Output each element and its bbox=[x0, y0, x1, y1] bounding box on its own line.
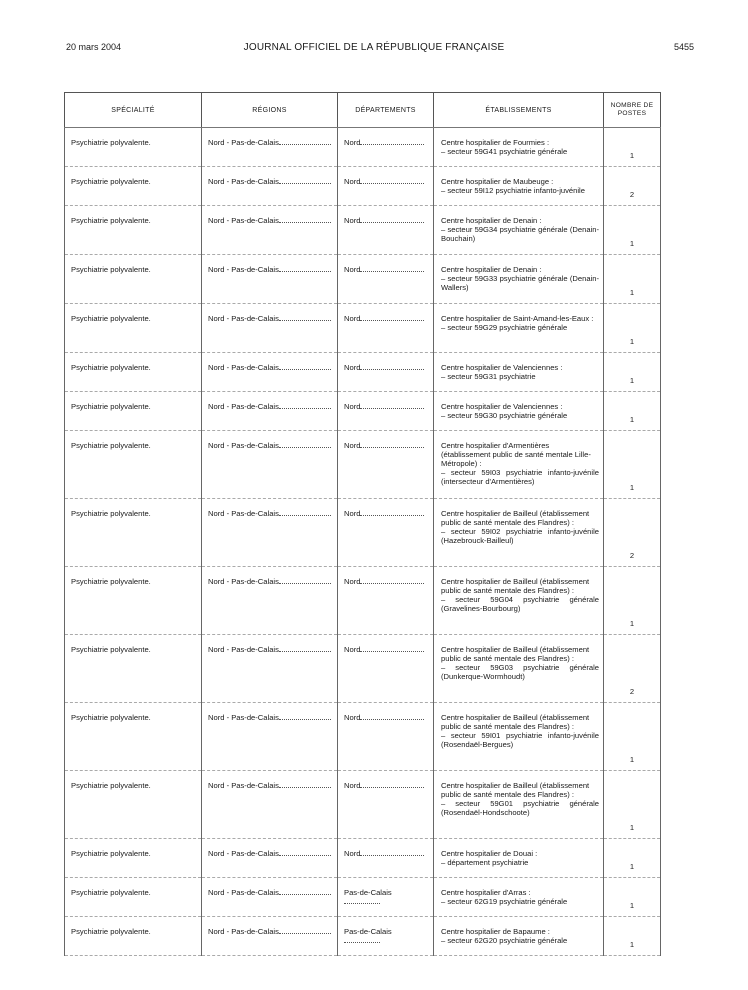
leader-dots bbox=[279, 651, 331, 652]
region-text: Nord - Pas-de-Calais bbox=[208, 402, 279, 411]
etablissement-text: Centre hospitalier de Denain : bbox=[441, 265, 542, 274]
cell-nombre bbox=[604, 304, 661, 353]
cell-region bbox=[202, 392, 338, 431]
table-row bbox=[65, 635, 661, 703]
journal-title: JOURNAL OFFICIEL DE LA RÉPUBLIQUE FRANÇAISE bbox=[243, 42, 505, 53]
cell-specialite bbox=[65, 304, 202, 353]
region-text: Nord - Pas-de-Calais bbox=[208, 441, 279, 450]
col-header-regions: RÉGIONS bbox=[202, 93, 338, 128]
cell-departement bbox=[338, 839, 434, 878]
leader-dots bbox=[279, 515, 331, 516]
etablissement-text: Centre hospitalier de Denain : bbox=[441, 216, 542, 225]
leader-dots bbox=[279, 933, 331, 934]
table-row bbox=[65, 392, 661, 431]
specialite-text: Psychiatrie polyvalente. bbox=[71, 138, 151, 147]
nombre-postes: 1 bbox=[629, 823, 635, 832]
leader-dots bbox=[360, 144, 424, 145]
cell-departement bbox=[338, 167, 434, 206]
secteur-text: – département psychiatrie bbox=[441, 858, 529, 867]
departement-text: Nord bbox=[344, 314, 361, 323]
cell-region bbox=[202, 567, 338, 635]
etablissement-text: Centre hospitalier de Bapaume : bbox=[441, 927, 550, 936]
cell-region bbox=[202, 304, 338, 353]
cell-nombre bbox=[604, 917, 661, 956]
table-row bbox=[65, 839, 661, 878]
specialite-text: Psychiatrie polyvalente. bbox=[71, 441, 151, 450]
cell-departement bbox=[338, 206, 434, 255]
table-row bbox=[65, 167, 661, 206]
cell-specialite bbox=[65, 917, 202, 956]
cell-specialite bbox=[65, 703, 202, 771]
cell-nombre bbox=[604, 635, 661, 703]
cell-etablissement bbox=[434, 917, 604, 956]
cell-etablissement bbox=[434, 839, 604, 878]
cell-departement bbox=[338, 567, 434, 635]
region-text: Nord - Pas-de-Calais bbox=[208, 713, 279, 722]
etablissement-text: Centre hospitalier d'Arras : bbox=[441, 888, 531, 897]
departement-text: Nord bbox=[344, 781, 361, 790]
table-row bbox=[65, 206, 661, 255]
cell-region bbox=[202, 635, 338, 703]
leader-dots bbox=[279, 144, 331, 145]
cell-departement bbox=[338, 128, 434, 167]
etablissement-text: Centre hospitalier de Douai : bbox=[441, 849, 538, 858]
region-text: Nord - Pas-de-Calais bbox=[208, 314, 279, 323]
cell-departement bbox=[338, 499, 434, 567]
departement-text: Nord bbox=[344, 713, 361, 722]
etablissement-text: Centre hospitalier de Saint-Amand-les-Eaux : bbox=[441, 314, 594, 323]
secteur-text: – secteur 59I12 psychiatrie infanto-juvénile bbox=[441, 186, 585, 195]
cell-specialite bbox=[65, 771, 202, 839]
cell-region bbox=[202, 255, 338, 304]
cell-departement bbox=[338, 703, 434, 771]
leader-dots bbox=[360, 651, 424, 652]
cell-nombre bbox=[604, 499, 661, 567]
col-header-nombre: NOMBRE DE POSTES bbox=[604, 93, 661, 128]
secteur-text: – secteur 59G29 psychiatrie générale bbox=[441, 323, 568, 332]
region-text: Nord - Pas-de-Calais bbox=[208, 927, 279, 936]
specialite-text: Psychiatrie polyvalente. bbox=[71, 402, 151, 411]
nombre-postes: 1 bbox=[629, 483, 635, 492]
cell-region bbox=[202, 353, 338, 392]
departement-text: Nord bbox=[344, 216, 361, 225]
etablissement-text: Centre hospitalier de Bailleul (établissement public de santé mentale des Flandres) : bbox=[441, 645, 590, 663]
secteur-text: – secteur 62G20 psychiatrie générale bbox=[441, 936, 568, 945]
cell-region bbox=[202, 499, 338, 567]
leader-dots bbox=[279, 408, 331, 409]
nombre-postes: 1 bbox=[629, 619, 635, 628]
leader-dots bbox=[279, 855, 331, 856]
cell-nombre bbox=[604, 255, 661, 304]
cell-specialite bbox=[65, 255, 202, 304]
etablissement-text: Centre hospitalier de Bailleul (établissement public de santé mentale des Flandres) : bbox=[441, 781, 590, 799]
cell-region bbox=[202, 128, 338, 167]
secteur-text: – secteur 59G33 psychiatrie générale (Denain-Wallers) bbox=[441, 274, 599, 292]
etablissement-text: Centre hospitalier de Maubeuge : bbox=[441, 177, 554, 186]
specialite-text: Psychiatrie polyvalente. bbox=[71, 177, 151, 186]
secteur-text: – secteur 59G01 psychiatrie générale (Rosendaël-Hondschoote) bbox=[441, 799, 599, 817]
cell-departement bbox=[338, 304, 434, 353]
specialite-text: Psychiatrie polyvalente. bbox=[71, 781, 151, 790]
cell-region bbox=[202, 431, 338, 499]
cell-region bbox=[202, 703, 338, 771]
specialite-text: Psychiatrie polyvalente. bbox=[71, 927, 151, 936]
departement-text: Nord bbox=[344, 849, 361, 858]
leader-dots bbox=[360, 222, 424, 223]
leader-dots bbox=[360, 515, 424, 516]
nombre-postes: 1 bbox=[629, 940, 635, 949]
cell-etablissement bbox=[434, 206, 604, 255]
table-row bbox=[65, 878, 661, 917]
departement-text: Pas-de-Calais bbox=[344, 888, 392, 897]
leader-dots bbox=[344, 942, 380, 943]
leader-dots bbox=[360, 320, 424, 321]
cell-etablissement bbox=[434, 499, 604, 567]
leader-dots bbox=[279, 447, 331, 448]
cell-etablissement bbox=[434, 128, 604, 167]
cell-specialite bbox=[65, 567, 202, 635]
etablissement-text: Centre hospitalier de Bailleul (établissement public de santé mentale des Flandres) : bbox=[441, 713, 590, 731]
departement-text: Nord bbox=[344, 363, 361, 372]
cell-specialite bbox=[65, 206, 202, 255]
cell-nombre bbox=[604, 703, 661, 771]
etablissement-text: Centre hospitalier d'Armentières (établissement public de santé mentale Lille-Métropole) : bbox=[441, 441, 591, 468]
cell-nombre bbox=[604, 206, 661, 255]
leader-dots bbox=[279, 787, 331, 788]
leader-dots bbox=[360, 447, 424, 448]
leader-dots bbox=[279, 222, 331, 223]
secteur-text: – secteur 59G30 psychiatrie générale bbox=[441, 411, 568, 420]
nombre-postes: 1 bbox=[629, 755, 635, 764]
cell-specialite bbox=[65, 635, 202, 703]
cell-departement bbox=[338, 771, 434, 839]
leader-dots bbox=[279, 583, 331, 584]
specialite-text: Psychiatrie polyvalente. bbox=[71, 363, 151, 372]
nombre-postes: 2 bbox=[629, 551, 635, 560]
cell-etablissement bbox=[434, 703, 604, 771]
leader-dots bbox=[360, 183, 424, 184]
cell-nombre bbox=[604, 353, 661, 392]
leader-dots bbox=[279, 894, 331, 895]
col-header-departements: DÉPARTEMENTS bbox=[338, 93, 434, 128]
leader-dots bbox=[279, 719, 331, 720]
cell-departement bbox=[338, 255, 434, 304]
region-text: Nord - Pas-de-Calais bbox=[208, 265, 279, 274]
region-text: Nord - Pas-de-Calais bbox=[208, 888, 279, 897]
cell-specialite bbox=[65, 353, 202, 392]
cell-nombre bbox=[604, 128, 661, 167]
cell-region bbox=[202, 839, 338, 878]
postes-table bbox=[64, 92, 661, 956]
cell-etablissement bbox=[434, 353, 604, 392]
header-date: 20 mars 2004 bbox=[66, 42, 122, 52]
departement-text: Nord bbox=[344, 177, 361, 186]
region-text: Nord - Pas-de-Calais bbox=[208, 363, 279, 372]
table-row bbox=[65, 304, 661, 353]
cell-etablissement bbox=[434, 304, 604, 353]
cell-specialite bbox=[65, 839, 202, 878]
page-header bbox=[0, 42, 748, 56]
departement-text: Pas-de-Calais bbox=[344, 927, 392, 936]
col-header-etablissements: ÉTABLISSEMENTS bbox=[434, 93, 604, 128]
cell-region bbox=[202, 771, 338, 839]
cell-specialite bbox=[65, 878, 202, 917]
etablissement-text: Centre hospitalier de Valenciennes : bbox=[441, 402, 563, 411]
nombre-postes: 1 bbox=[629, 151, 635, 160]
cell-departement bbox=[338, 878, 434, 917]
specialite-text: Psychiatrie polyvalente. bbox=[71, 645, 151, 654]
table-body bbox=[65, 128, 661, 956]
cell-etablissement bbox=[434, 167, 604, 206]
etablissement-text: Centre hospitalier de Bailleul (établissement public de santé mentale des Flandres) : bbox=[441, 509, 590, 527]
cell-etablissement bbox=[434, 635, 604, 703]
cell-departement bbox=[338, 431, 434, 499]
specialite-text: Psychiatrie polyvalente. bbox=[71, 713, 151, 722]
etablissement-text: Centre hospitalier de Fourmies : bbox=[441, 138, 550, 147]
leader-dots bbox=[360, 719, 424, 720]
departement-text: Nord bbox=[344, 265, 361, 274]
leader-dots bbox=[279, 183, 331, 184]
cell-nombre bbox=[604, 431, 661, 499]
cell-region bbox=[202, 917, 338, 956]
cell-nombre bbox=[604, 167, 661, 206]
leader-dots bbox=[344, 903, 380, 904]
specialite-text: Psychiatrie polyvalente. bbox=[71, 314, 151, 323]
leader-dots bbox=[360, 787, 424, 788]
cell-region bbox=[202, 206, 338, 255]
cell-etablissement bbox=[434, 431, 604, 499]
region-text: Nord - Pas-de-Calais bbox=[208, 781, 279, 790]
secteur-text: – secteur 59I02 psychiatrie infanto-juvénile (Hazebrouck-Bailleul) bbox=[441, 527, 599, 545]
secteur-text: – secteur 62G19 psychiatrie générale bbox=[441, 897, 568, 906]
cell-nombre bbox=[604, 839, 661, 878]
etablissement-text: Centre hospitalier de Bailleul (établissement public de santé mentale des Flandres) : bbox=[441, 577, 590, 595]
cell-etablissement bbox=[434, 255, 604, 304]
cell-etablissement bbox=[434, 392, 604, 431]
cell-departement bbox=[338, 353, 434, 392]
region-text: Nord - Pas-de-Calais bbox=[208, 138, 279, 147]
specialite-text: Psychiatrie polyvalente. bbox=[71, 849, 151, 858]
secteur-text: – secteur 59I01 psychiatrie infanto-juvénile (Rosendaël-Bergues) bbox=[441, 731, 599, 749]
cell-etablissement bbox=[434, 878, 604, 917]
table-row bbox=[65, 499, 661, 567]
region-text: Nord - Pas-de-Calais bbox=[208, 177, 279, 186]
cell-nombre bbox=[604, 392, 661, 431]
region-text: Nord - Pas-de-Calais bbox=[208, 216, 279, 225]
table-row bbox=[65, 255, 661, 304]
cell-nombre bbox=[604, 878, 661, 917]
cell-specialite bbox=[65, 499, 202, 567]
nombre-postes: 1 bbox=[629, 901, 635, 910]
secteur-text: – secteur 59G34 psychiatrie générale (Denain-Bouchain) bbox=[441, 225, 599, 243]
table-row bbox=[65, 431, 661, 499]
leader-dots bbox=[360, 583, 424, 584]
cell-region bbox=[202, 878, 338, 917]
table-row bbox=[65, 353, 661, 392]
specialite-text: Psychiatrie polyvalente. bbox=[71, 509, 151, 518]
table-row bbox=[65, 917, 661, 956]
nombre-postes: 1 bbox=[629, 288, 635, 297]
departement-text: Nord bbox=[344, 402, 361, 411]
leader-dots bbox=[360, 271, 424, 272]
departement-text: Nord bbox=[344, 138, 361, 147]
table-row bbox=[65, 567, 661, 635]
etablissement-text: Centre hospitalier de Valenciennes : bbox=[441, 363, 563, 372]
cell-specialite bbox=[65, 431, 202, 499]
leader-dots bbox=[360, 408, 424, 409]
nombre-postes: 2 bbox=[629, 190, 635, 199]
region-text: Nord - Pas-de-Calais bbox=[208, 645, 279, 654]
departement-text: Nord bbox=[344, 645, 361, 654]
nombre-postes: 2 bbox=[629, 687, 635, 696]
nombre-postes: 1 bbox=[629, 376, 635, 385]
departement-text: Nord bbox=[344, 577, 361, 586]
specialite-text: Psychiatrie polyvalente. bbox=[71, 216, 151, 225]
departement-text: Nord bbox=[344, 509, 361, 518]
table-row bbox=[65, 128, 661, 167]
region-text: Nord - Pas-de-Calais bbox=[208, 509, 279, 518]
leader-dots bbox=[279, 320, 331, 321]
cell-specialite bbox=[65, 128, 202, 167]
cell-departement bbox=[338, 392, 434, 431]
cell-departement bbox=[338, 917, 434, 956]
specialite-text: Psychiatrie polyvalente. bbox=[71, 577, 151, 586]
nombre-postes: 1 bbox=[629, 337, 635, 346]
nombre-postes: 1 bbox=[629, 415, 635, 424]
secteur-text: – secteur 59I03 psychiatrie infanto-juvénile (intersecteur d'Armentières) bbox=[441, 468, 599, 486]
cell-departement bbox=[338, 635, 434, 703]
table-row bbox=[65, 703, 661, 771]
nombre-postes: 1 bbox=[629, 862, 635, 871]
table-header-row bbox=[65, 93, 661, 128]
cell-nombre bbox=[604, 567, 661, 635]
leader-dots bbox=[360, 369, 424, 370]
cell-etablissement bbox=[434, 567, 604, 635]
region-text: Nord - Pas-de-Calais bbox=[208, 577, 279, 586]
page-number: 5455 bbox=[673, 42, 694, 52]
leader-dots bbox=[360, 855, 424, 856]
cell-etablissement bbox=[434, 771, 604, 839]
cell-nombre bbox=[604, 771, 661, 839]
secteur-text: – secteur 59G04 psychiatrie générale (Gravelines-Bourbourg) bbox=[441, 595, 599, 613]
specialite-text: Psychiatrie polyvalente. bbox=[71, 265, 151, 274]
nombre-postes: 1 bbox=[629, 239, 635, 248]
region-text: Nord - Pas-de-Calais bbox=[208, 849, 279, 858]
secteur-text: – secteur 59G31 psychiatrie bbox=[441, 372, 536, 381]
secteur-text: – secteur 59G41 psychiatrie générale bbox=[441, 147, 568, 156]
departement-text: Nord bbox=[344, 441, 361, 450]
specialite-text: Psychiatrie polyvalente. bbox=[71, 888, 151, 897]
secteur-text: – secteur 59G03 psychiatrie générale (Dunkerque-Wormhoudt) bbox=[441, 663, 599, 681]
col-header-specialite: SPÉCIALITÉ bbox=[65, 93, 202, 128]
cell-specialite bbox=[65, 392, 202, 431]
leader-dots bbox=[279, 369, 331, 370]
postes-table-wrapper bbox=[64, 92, 660, 956]
leader-dots bbox=[279, 271, 331, 272]
cell-specialite bbox=[65, 167, 202, 206]
table-row bbox=[65, 771, 661, 839]
cell-region bbox=[202, 167, 338, 206]
